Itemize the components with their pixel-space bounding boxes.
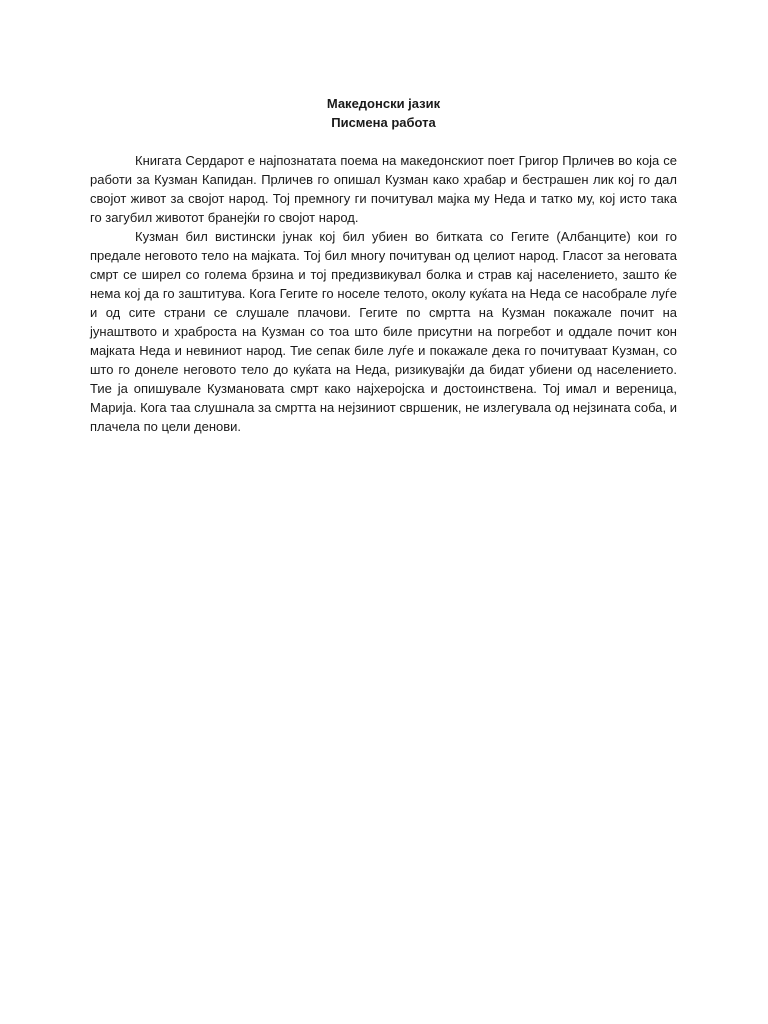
document-subtitle: Писмена работа: [331, 115, 436, 130]
document-title: Македонски јазик: [326, 96, 441, 111]
paragraph-2: Кузман бил вистински јунак кој бил убиен во битката со Гегите (Албанците) кои го предале неговото тело на мајката. Тој бил многу почитуван од целиот народ. Гласот за неговата смрт се ширел со голема брзина и тој предизвикувал болка и страв кај населението, зашто ќе нема кој да го заштитува. Кога Гегите го носеле телото, околу куќата на Неда се насобрале луѓе и од сите страни се слушале плачови. Гегите по смртта на Кузман покажале почит на јунаштвото и храброста на Кузман со тоа што биле присутни на погребот и оддале почит кон мајката Неда и невиниот народ. Тие сепак биле луѓе и покажале дека го почитуваат Кузман, со што го донеле неговото тело до куќата на Неда, ризикувајќи да бидат убиени од населението. Тие ја опишувале Кузмановата смрт како најхеројска и достоинствена. Тој имал и вереница, Марија. Кога таа слушнала за смртта на нејзиниот свршеник, не излегувала од нејзината соба, и плачела по цели денови.: [90, 229, 677, 434]
paragraph-1: Книгата Сердарот е најпознатата поема на македонскиот поет Григор Прличев во која се работи за Кузман Капидан. Прличев го опишал Кузман како храбар и бестрашен лик кој го дал својот живот за својот народ. Тој премногу ги почитувал мајка му Неда и татко му, кој исто така го загубил животот бранејќи го својот народ.: [90, 153, 677, 225]
document-body: [90, 94, 677, 436]
title-block: [90, 94, 677, 132]
